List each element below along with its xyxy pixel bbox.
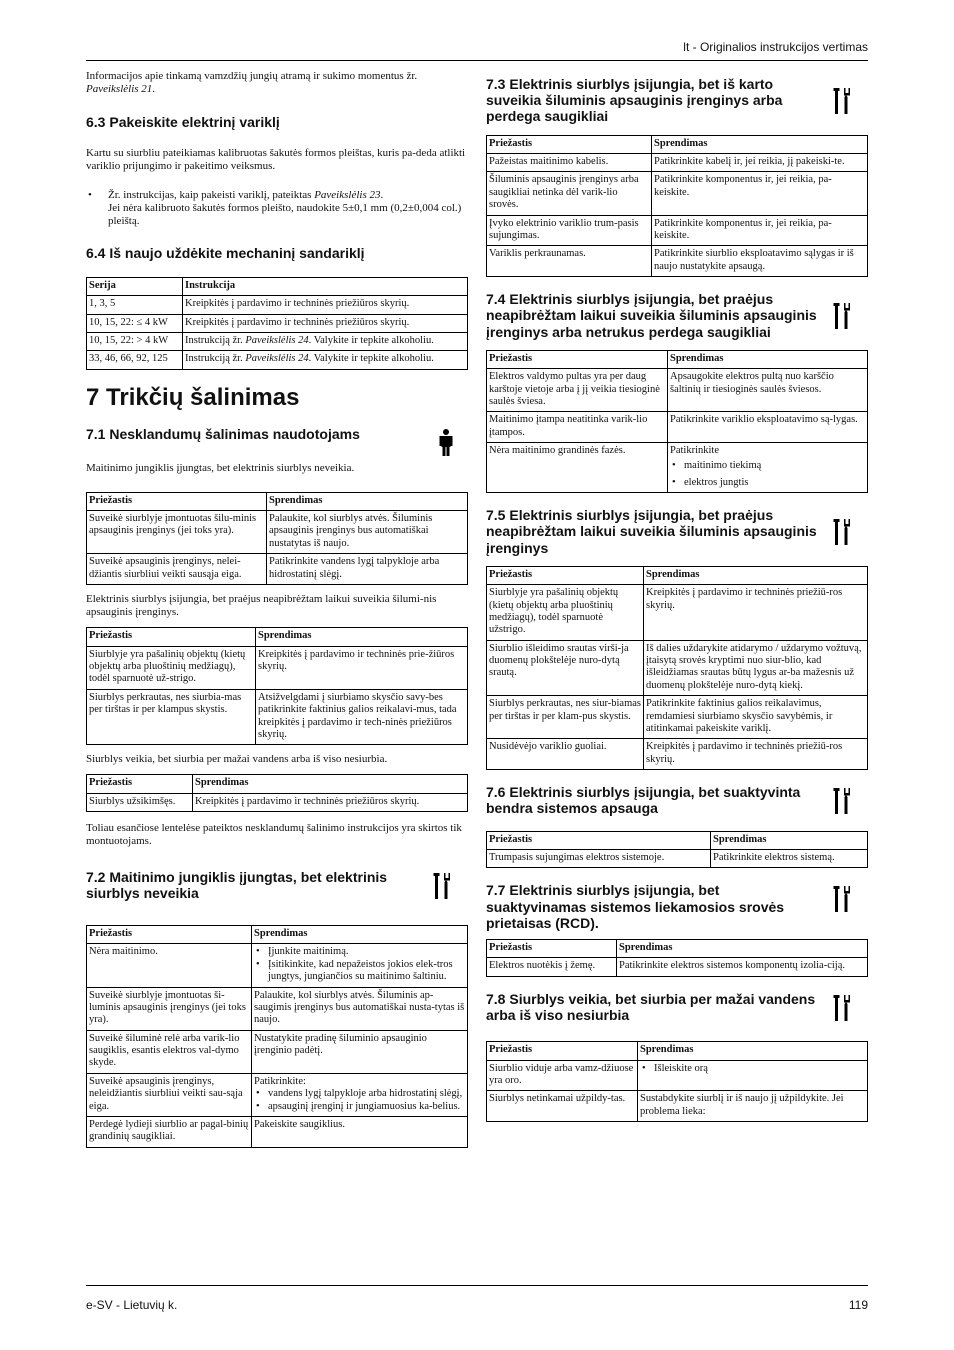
section-6-3-paragraph: Kartu su siurbliu pateikiamas kalibruotas šakutės formos pleištas, kuris pa-deda atlikti variklio prijungimo ir pakeitimo veiksmus. [86, 146, 466, 172]
cell-text: . Valykite ir tepkite alkoholiu. [308, 353, 434, 365]
bullet-text-2: Jei nėra kalibruoto šakutės formos pleišto, naudokite 5±0,1 mm (0,2±0,004 col.) pleištą. [108, 202, 462, 228]
table-cell: Elektros valdymo pultas yra per daug karštoje vietoje arba į jį veikia tiesioginė saulės šviesa. [487, 369, 668, 412]
table-7-7 [486, 939, 868, 977]
table-cell: Pažeistas maitinimo kabelis. [487, 154, 652, 172]
table-header-row [87, 926, 468, 944]
solution-list [254, 946, 465, 983]
column-header: Sprendimas [252, 926, 468, 944]
tools-icon [430, 871, 454, 901]
list-item: • Įjunkite maitinimą. [254, 946, 465, 958]
table-cell: 1, 3, 5 [87, 296, 183, 314]
table-header-row [87, 277, 468, 295]
header-text: lt - Originalios instrukcijos vertimas [683, 40, 868, 54]
table-row [87, 987, 468, 1030]
table-cell: Iš dalies uždarykite atidarymo / uždarymo vožtuvą, įtaisytą srovės kryptimi nuo siur-blio, kad išleidžiamas srautas būtų lygus ar-ba mažesnis už duomenų plokštelėje nuro-dytą kiekį. [644, 640, 868, 696]
table-cell: Suveikė apsauginis įrenginys, neleidžiantis siurbliui veikti sau-sąja eiga. [87, 1073, 252, 1116]
page-footer [86, 1285, 868, 1312]
table-row [87, 1030, 468, 1073]
table-cell: Trumpasis sujungimas elektros sistemoje. [487, 849, 711, 867]
table-cell: Nėra maitinimo. [87, 944, 252, 987]
table-header-row [487, 1042, 868, 1060]
table-cell [252, 1073, 468, 1116]
table-row [487, 696, 868, 739]
section-7-5-title: 7.5 Elektrinis siurblys įsijungia, bet praėjus neapibrėžtam laikui suveikia šiluminis apsauginis įrenginys [486, 507, 817, 556]
table-row [87, 944, 468, 987]
table-cell [638, 1060, 868, 1091]
table-cell: Kreipkitės į pardavimo ir techninės priežiūros skyrių. [193, 793, 468, 811]
table-cell: Pakeiskite saugiklius. [252, 1116, 468, 1147]
table-cell: Siurblys užsikimšęs. [87, 793, 193, 811]
table-header-row [87, 775, 468, 793]
table-cell: Variklis perkraunamas. [487, 246, 652, 277]
column-header: Priežastis [487, 350, 668, 368]
table-row [87, 1073, 468, 1116]
table-cell: Siurblio viduje arba vamz-džiuose yra oro. [487, 1060, 638, 1091]
table-row [87, 1116, 468, 1147]
section-7-3-heading [486, 76, 868, 125]
table-cell: Nustatykite pradinę šiluminio apsauginio įrenginio padėtį. [252, 1030, 468, 1073]
table-row [87, 332, 468, 350]
column-header: Sprendimas [617, 940, 868, 958]
intro-paragraph [86, 70, 468, 96]
table-cell: Kreipkitės į pardavimo ir techninės priežiū-ros skyrių. [644, 585, 868, 641]
power-trouble-table [86, 925, 468, 1148]
column-header: Priežastis [487, 135, 652, 153]
tools-icon [830, 786, 854, 816]
table-cell: Elektros nuotėkis į žemę. [487, 958, 617, 976]
table-row [487, 640, 868, 696]
section-7-4-heading [486, 291, 868, 340]
table-cell: Patikrinkite komponentus ir, jei reikia, pa-keiskite. [652, 172, 868, 215]
table-cell: Siurblys perkrautas, nes siurbia-mas per tirštas ir per klampus skystis. [87, 689, 256, 745]
column-header: Priežastis [87, 492, 267, 510]
table-cell: Suveikė siurblyje įmontuotas ši-luminis apsauginis įrenginys (jei toks yra). [87, 987, 252, 1030]
column-header: Priežastis [87, 926, 252, 944]
table-row [487, 1091, 868, 1122]
column-header: Sprendimas [652, 135, 868, 153]
cell-text: Instrukciją žr. [185, 334, 246, 346]
figure-ref: Paveikslėlis 21 [86, 83, 153, 96]
cell-text: Kreipkitės į pardavimo ir techninės priežiūros skyrių. [185, 316, 410, 328]
column-header: Sprendimas [644, 566, 868, 584]
table-cell: Suveikė apsauginis įrenginys, nelei-džiantis siurbliui veikti sausąja eiga. [87, 554, 267, 585]
table-header-row [487, 135, 868, 153]
section-7-6-title: 7.6 Elektrinis siurblys įsijungia, bet suaktyvinta bendra sistemos apsauga [486, 784, 801, 817]
table-cell: Siurblys perkrautas, nes siur-biamas per tirštas ir per klam-pus skystis. [487, 696, 644, 739]
table-cell: Suveikė šiluminė relė arba varik-lio saugiklis, esantis elektros val-dymo skyde. [87, 1030, 252, 1073]
table-cell: Kreipkitės į pardavimo ir techninės priežiū-ros skyrių. [644, 739, 868, 770]
list-item: • Įsitikinkite, kad nepažeistos jokios elek-tros jungtys, jungiančios su maitinimo šaltiniu. [254, 959, 465, 984]
left-column [86, 70, 468, 1148]
table-cell: Siurblys netinkamai užpildy-tas. [487, 1091, 638, 1122]
table-7-4 [486, 350, 868, 493]
table-cell: Siurblio išleidimo srautas virši-ja duomenų plokštelėje nuro-dytą srautą. [487, 640, 644, 696]
table-row [87, 511, 468, 554]
table-cell [183, 332, 468, 350]
table-cell [668, 443, 868, 493]
table-row [487, 443, 868, 493]
solution-list [640, 1063, 865, 1075]
table-row [487, 958, 868, 976]
table-cell: Atsižvelgdami į siurbiamo skysčio savy-bes patikrinkite faktinius galios reikalavi-mus, tada kreipkitės į pardavimo ir tech-ninės priežiūros skyrių. [256, 689, 468, 745]
list-item: • Išleiskite orą [640, 1063, 865, 1075]
tools-icon [830, 517, 854, 547]
table-cell: Patikrinkite faktinius galios reikalavimus, remdamiesi siurbiamo skysčio savybėmis, ir atitinkamai pakeiskite variklį. [644, 696, 868, 739]
column-header: Priežastis [487, 831, 711, 849]
table-cell: 10, 15, 22: > 4 kW [87, 332, 183, 350]
section-7-7-title: 7.7 Elektrinis siurblys įsijungia, bet suaktyvinamas sistemos liekamosios srovės prietaisas (RCD). [486, 882, 785, 931]
table-cell: Patikrinkite elektros sistemą. [711, 849, 868, 867]
table-cell: Nėra maitinimo grandinės fazės. [487, 443, 668, 493]
table-row [487, 849, 868, 867]
list-item: • elektros jungtis [670, 477, 865, 489]
footer-doc-name: e-SV - Lietuvių k. [86, 1298, 178, 1312]
figure-ref: Paveikslėlis 24 [245, 334, 309, 346]
column-header: Sprendimas [256, 628, 468, 646]
column-header: Serija [87, 277, 183, 295]
column-header: Priežastis [487, 940, 617, 958]
list-item: • maitinimo tiekimą [670, 460, 865, 472]
user-icon [434, 428, 458, 458]
table-row [87, 351, 468, 369]
solution-list [254, 1088, 465, 1113]
section-7-8-heading [486, 991, 868, 1023]
cell-text: Kreipkitės į pardavimo ir techninės priežiūros skyrių. [185, 298, 410, 310]
table-row [487, 246, 868, 277]
cell-lead: Patikrinkite: [254, 1075, 306, 1087]
column-header: Sprendimas [267, 492, 468, 510]
table-cell: Patikrinkite siurblio eksploatavimo sąlygas ir iš naujo nustatykite apsaugą. [652, 246, 868, 277]
table-cell: Suveikė siurblyje įmontuotas šilu-minis apsauginis įrenginys (jei toks yra). [87, 511, 267, 554]
section-7-2-heading [86, 869, 468, 901]
table-cell [252, 944, 468, 987]
table-row [487, 739, 868, 770]
figure-ref: Paveikslėlis 24 [245, 353, 309, 365]
table-7-3 [486, 135, 868, 277]
table-row [87, 314, 468, 332]
user-trouble-table-2 [86, 627, 468, 745]
table-row [487, 412, 868, 443]
section-6-3-bullet [86, 189, 468, 229]
column-header: Priežastis [87, 628, 256, 646]
section-7-1-heading [86, 426, 468, 458]
seal-table [86, 277, 468, 370]
table-row [87, 646, 468, 689]
table-row [487, 172, 868, 215]
table-header-row [487, 940, 868, 958]
section-7-2-title: 7.2 Maitinimo jungiklis įjungtas, bet elektrinis siurblys neveikia [86, 868, 388, 901]
table-cell: Kreipkitės į pardavimo ir techninės prie-žiūros skyrių. [256, 646, 468, 689]
cell-text: Instrukciją žr. [185, 353, 246, 365]
chapter-7-title: 7 Trikčių šalinimas [86, 383, 300, 411]
user-trouble-table-1 [86, 492, 468, 585]
section-7-1-outro: Toliau esančiose lentelėse pateiktos nesklandumų šalinimo instrukcijos yra skirtos tik montuotojams. [86, 822, 462, 848]
section-7-4-title: 7.4 Elektrinis siurblys įsijungia, bet praėjus neapibrėžtam laikui suveikia šiluminis apsauginis įrenginys arba netrukus perdega saugikliai [486, 291, 817, 340]
table-row [87, 554, 468, 585]
solution-list [670, 460, 865, 489]
table-header-row [487, 831, 868, 849]
section-7-1-note-1: Elektrinis siurblys įsijungia, bet praėjus neapibrėžtam laikui suveikia šilumi-nis apsauginis įrenginys. [86, 592, 437, 619]
bullet-end: . [380, 188, 384, 201]
column-header: Priežastis [87, 775, 193, 793]
table-row [87, 793, 468, 811]
column-header: Instrukcija [183, 277, 468, 295]
page-number: 119 [848, 1298, 868, 1312]
table-row [487, 1060, 868, 1091]
section-7-6-heading [486, 784, 868, 816]
table-header-row [487, 566, 868, 584]
column-header: Priežastis [487, 566, 644, 584]
table-cell [183, 351, 468, 369]
table-row [487, 585, 868, 641]
table-cell [183, 314, 468, 332]
tools-icon [830, 301, 854, 331]
table-cell: Palaukite, kol siurblys atvės. Šiluminis apsauginis įrenginys bus automatiškai nustatytas iš naujo. [267, 511, 468, 554]
section-7-1-note-2: Siurblys veikia, bet siurbia per mažai vandens arba iš viso nesiurbia. [86, 753, 388, 766]
table-cell: Apsaugokite elektros pultą nuo karščio šaltinių ir tiesioginės saulės šviesos. [668, 369, 868, 412]
right-column [486, 76, 868, 1122]
list-item: • apsauginį įrenginį ir jungiamuosius ka-belius. [254, 1101, 465, 1113]
table-cell: Siurblyje yra pašalinių objektų (kietų objektų arba pluoštinių medžiagų), todėl sparnuotė už-strigo. [87, 646, 256, 689]
table-cell: Patikrinkite kabelį ir, jei reikia, jį pakeiski-te. [652, 154, 868, 172]
section-6-4-title: 6.4 Iš naujo uždėkite mechaninį sandariklį [86, 244, 365, 261]
table-cell: 33, 46, 66, 92, 125 [87, 351, 183, 369]
section-7-5-heading [486, 507, 868, 556]
table-cell: Įvyko elektrinio variklio trum-pasis sujungimas. [487, 215, 652, 246]
table-cell: Patikrinkite elektros sistemos komponentų izolia-ciją. [617, 958, 868, 976]
tools-icon [830, 993, 854, 1023]
intro-text: Informacijos apie tinkamą vamzdžių jungių atramą ir sukimo momentus žr. [86, 70, 418, 82]
table-row [487, 369, 868, 412]
column-header: Sprendimas [193, 775, 468, 793]
table-cell [183, 296, 468, 314]
table-header-row [87, 492, 468, 510]
table-7-8 [486, 1041, 868, 1122]
table-row [487, 154, 868, 172]
table-row [87, 689, 468, 745]
table-row [87, 296, 468, 314]
table-cell: Nusidėvėjo variklio guoliai. [487, 739, 644, 770]
column-header: Sprendimas [638, 1042, 868, 1060]
table-cell: Patikrinkite vandens lygį talpykloje arba hidrostatinį slėgį. [267, 554, 468, 585]
cell-lead: Patikrinkite [670, 445, 719, 457]
section-6-3-title: 6.3 Pakeiskite elektrinį variklį [86, 114, 280, 131]
column-header: Priežastis [487, 1042, 638, 1060]
cell-text: . Valykite ir tepkite alkoholiu. [308, 334, 434, 346]
table-header-row [87, 628, 468, 646]
bullet-text: Žr. instrukcijas, kaip pakeisti variklį, pateiktas [108, 188, 315, 201]
table-cell: Patikrinkite variklio eksploatavimo są-lygas. [668, 412, 868, 443]
table-row [487, 215, 868, 246]
table-header-row [487, 350, 868, 368]
table-cell: Sustabdykite siurblį ir iš naujo jį užpildykite. Jei problema lieka: [638, 1091, 868, 1122]
table-cell: Palaukite, kol siurblys atvės. Šiluminis ap-saugimis įrenginys bus automatiškai nusta-tytas iš naujo. [252, 987, 468, 1030]
page-header [86, 40, 868, 61]
column-header: Sprendimas [668, 350, 868, 368]
user-trouble-table-3 [86, 774, 468, 812]
section-7-1-intro: Maitinimo jungiklis įjungtas, bet elektrinis siurblys neveikia. [86, 462, 355, 475]
table-7-6 [486, 831, 868, 869]
section-7-1-title: 7.1 Nesklandumų šalinimas naudotojams [86, 426, 360, 443]
list-item: • vandens lygį talpykloje arba hidrostatinį slėgį, [254, 1088, 465, 1100]
tools-icon [830, 86, 854, 116]
table-cell: Patikrinkite komponentus ir, jei reikia, pa-keiskite. [652, 215, 868, 246]
figure-ref: Paveikslėlis 23 [314, 188, 381, 201]
table-cell: Perdegė lydieji siurblio ar pagal-binių grandinių saugikliai. [87, 1116, 252, 1147]
tools-icon [830, 884, 854, 914]
table-cell: Siurblyje yra pašalinių objektų (kietų objektų arba pluoštinių medžiagų), todėl sparnuotė užstrigo. [487, 585, 644, 641]
section-7-8-title: 7.8 Siurblys veikia, bet siurbia per mažai vandens arba iš viso nesiurbia [486, 990, 816, 1024]
table-cell: 10, 15, 22: ≤ 4 kW [87, 314, 183, 332]
column-header: Sprendimas [711, 831, 868, 849]
table-7-5 [486, 566, 868, 770]
intro-end: . [152, 83, 156, 96]
table-cell: Maitinimo įtampa neatitinka varik-lio įtampos. [487, 412, 668, 443]
section-7-7-heading [486, 882, 868, 931]
table-cell: Šiluminis apsauginis įrenginys arba saugikliai netinka dėl varik-lio srovės. [487, 172, 652, 215]
section-7-3-title: 7.3 Elektrinis siurblys įsijungia, bet iš karto suveikia šiluminis apsauginis įrenginys arba perdega saugikliai [486, 76, 783, 125]
